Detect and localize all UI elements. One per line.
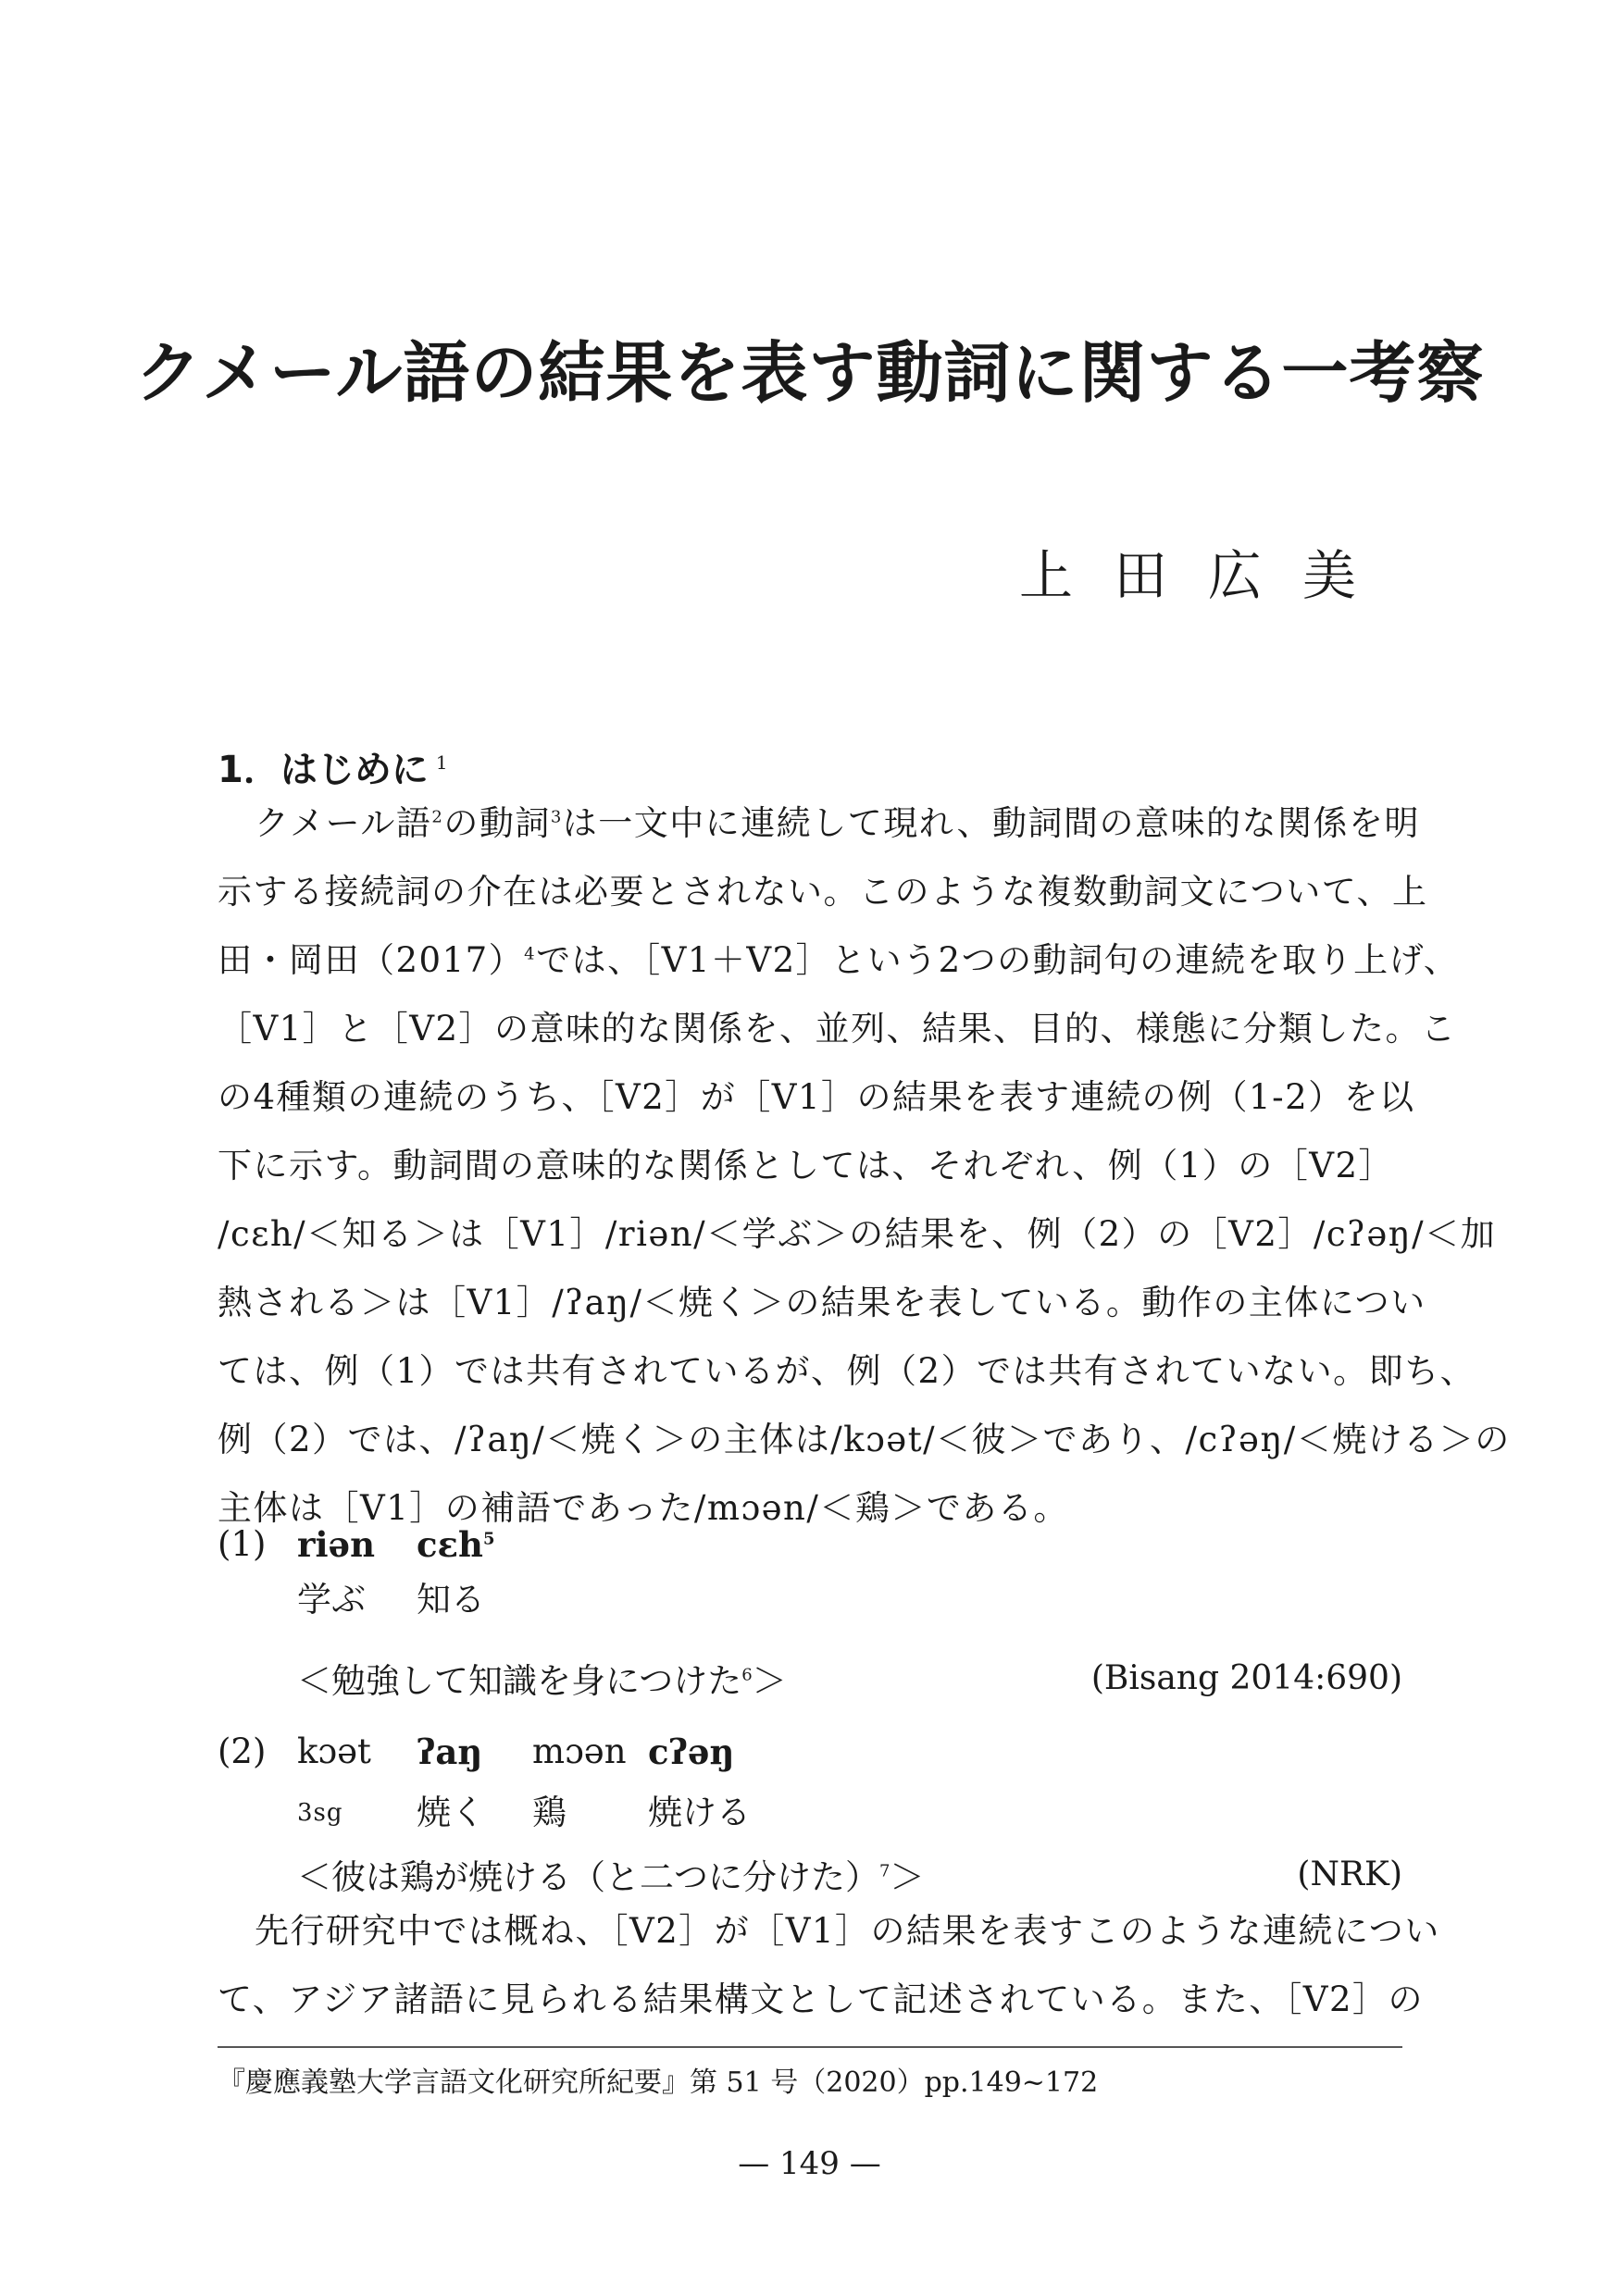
text-segment: 示する接続詞の介在は必要とされない。このような複数動詞文について、上 xyxy=(218,872,1428,912)
page-number: — 149 — xyxy=(738,2145,881,2182)
example-word: kɔət xyxy=(297,1731,371,1771)
example-source: (NRK) xyxy=(1297,1855,1402,1893)
text-segment: /cɛh/＜知る＞は［V1］/riən/＜学ぶ＞の結果を、例（2）の［V2］/cʔəŋ/＜加 xyxy=(218,1214,1497,1254)
example-word: cɛh$^5$ xyxy=(417,1524,495,1565)
text-line xyxy=(218,1406,1511,1474)
example-gloss: 学ぶ xyxy=(297,1580,366,1620)
text-line xyxy=(218,1063,1415,1132)
footer-divider xyxy=(218,2046,1402,2048)
text-segment: は一文中に連続して現れ、動詞間の意味的な関係を明 xyxy=(562,803,1421,843)
paper-title: クメール語の結果を表す動詞に関する一考察 xyxy=(134,333,1485,412)
text-segment: て、アジア諸語に見られる結果構文として記述されている。また、［V2］の xyxy=(218,1980,1425,2019)
example-gloss: 3sg xyxy=(297,1799,343,1827)
example-word: riən xyxy=(297,1524,375,1565)
text-line xyxy=(218,926,1460,995)
text-line xyxy=(218,1132,1402,1200)
example-word: cʔəŋ xyxy=(648,1731,735,1772)
footnote-marker: 2 xyxy=(431,807,444,827)
section-heading-text: 1．はじめに xyxy=(218,749,429,791)
example-gloss: 焼く xyxy=(417,1793,485,1832)
text-segment: 下に示す。動詞間の意味的な関係としては、それぞれ、例（1）の［V2］ xyxy=(218,1146,1395,1185)
author-name: 上田広美 xyxy=(1018,544,1397,607)
footnote-marker: 7 xyxy=(879,1861,890,1881)
text-line xyxy=(218,1200,1497,1269)
example-word: mɔən xyxy=(532,1731,627,1771)
text-line xyxy=(218,1966,1425,2034)
text-segment: 先行研究中では概ね、［V2］が［V1］の結果を表すこのような連続につい xyxy=(255,1911,1440,1951)
text-segment: ［V1］と［V2］の意味的な関係を、並列、結果、目的、様態に分類した。こ xyxy=(218,1009,1457,1049)
text-line xyxy=(218,789,1421,858)
text-line xyxy=(218,1474,1402,1543)
text-segment: ては、例（1）では共有されているが、例（2）では共有されていない。即ち、 xyxy=(218,1351,1476,1391)
example-source: (Bisang 2014:690) xyxy=(1090,1659,1402,1697)
example-translation: ＜勉強して知識を身につけた$^6$＞ xyxy=(297,1661,787,1701)
text-line xyxy=(218,1897,1440,1966)
text-segment: 田・岡田（2017） xyxy=(218,940,525,980)
example-number: (2) xyxy=(218,1731,267,1771)
footnote-marker: 4 xyxy=(524,944,537,964)
footnote-marker: 5 xyxy=(482,1529,495,1549)
example-number: (1) xyxy=(218,1524,267,1564)
text-segment: 熱される＞は［V1］/ʔaŋ/＜焼く＞の結果を表している。動作の主体につい xyxy=(218,1283,1426,1322)
text-segment: 主体は［V1］の補語であった/mɔən/＜鶏＞である。 xyxy=(218,1488,1069,1528)
example-translation: ＜彼は鶏が焼ける（と二つに分けた）$^7$＞ xyxy=(297,1857,925,1897)
text-line xyxy=(218,1269,1426,1337)
footnote-marker: 6 xyxy=(741,1665,753,1685)
example-gloss: 知る xyxy=(417,1580,485,1620)
paragraph-intro xyxy=(218,789,1511,1543)
text-line xyxy=(218,1337,1476,1406)
text-segment: の4種類の連続のうち、［V2］が［V1］の結果を表す連続の例（1-2）を以 xyxy=(218,1077,1415,1117)
example-word: ʔaŋ xyxy=(417,1731,483,1772)
footnote-marker: 1 xyxy=(435,751,448,774)
text-segment: 例（2）では、/ʔaŋ/＜焼く＞の主体は/kɔət/＜彼＞であり、/cʔəŋ/＜焼ける＞の xyxy=(218,1420,1511,1459)
text-segment: では、［V1＋V2］という2つの動詞句の連続を取り上げ、 xyxy=(536,940,1460,980)
journal-citation: 『慶應義塾大学言語文化研究所紀要』第 51 号（2020）pp.149~172 xyxy=(218,2066,1099,2099)
text-segment: の動詞 xyxy=(443,803,551,843)
text-line xyxy=(218,858,1428,926)
footnote-marker: 3 xyxy=(550,807,563,827)
text-line xyxy=(218,995,1457,1063)
example-gloss: 鶏 xyxy=(532,1793,567,1832)
paragraph-continuation xyxy=(218,1897,1440,2034)
text-segment: クメール語 xyxy=(255,803,432,843)
section-heading xyxy=(218,740,448,793)
example-gloss: 焼ける xyxy=(648,1793,751,1832)
